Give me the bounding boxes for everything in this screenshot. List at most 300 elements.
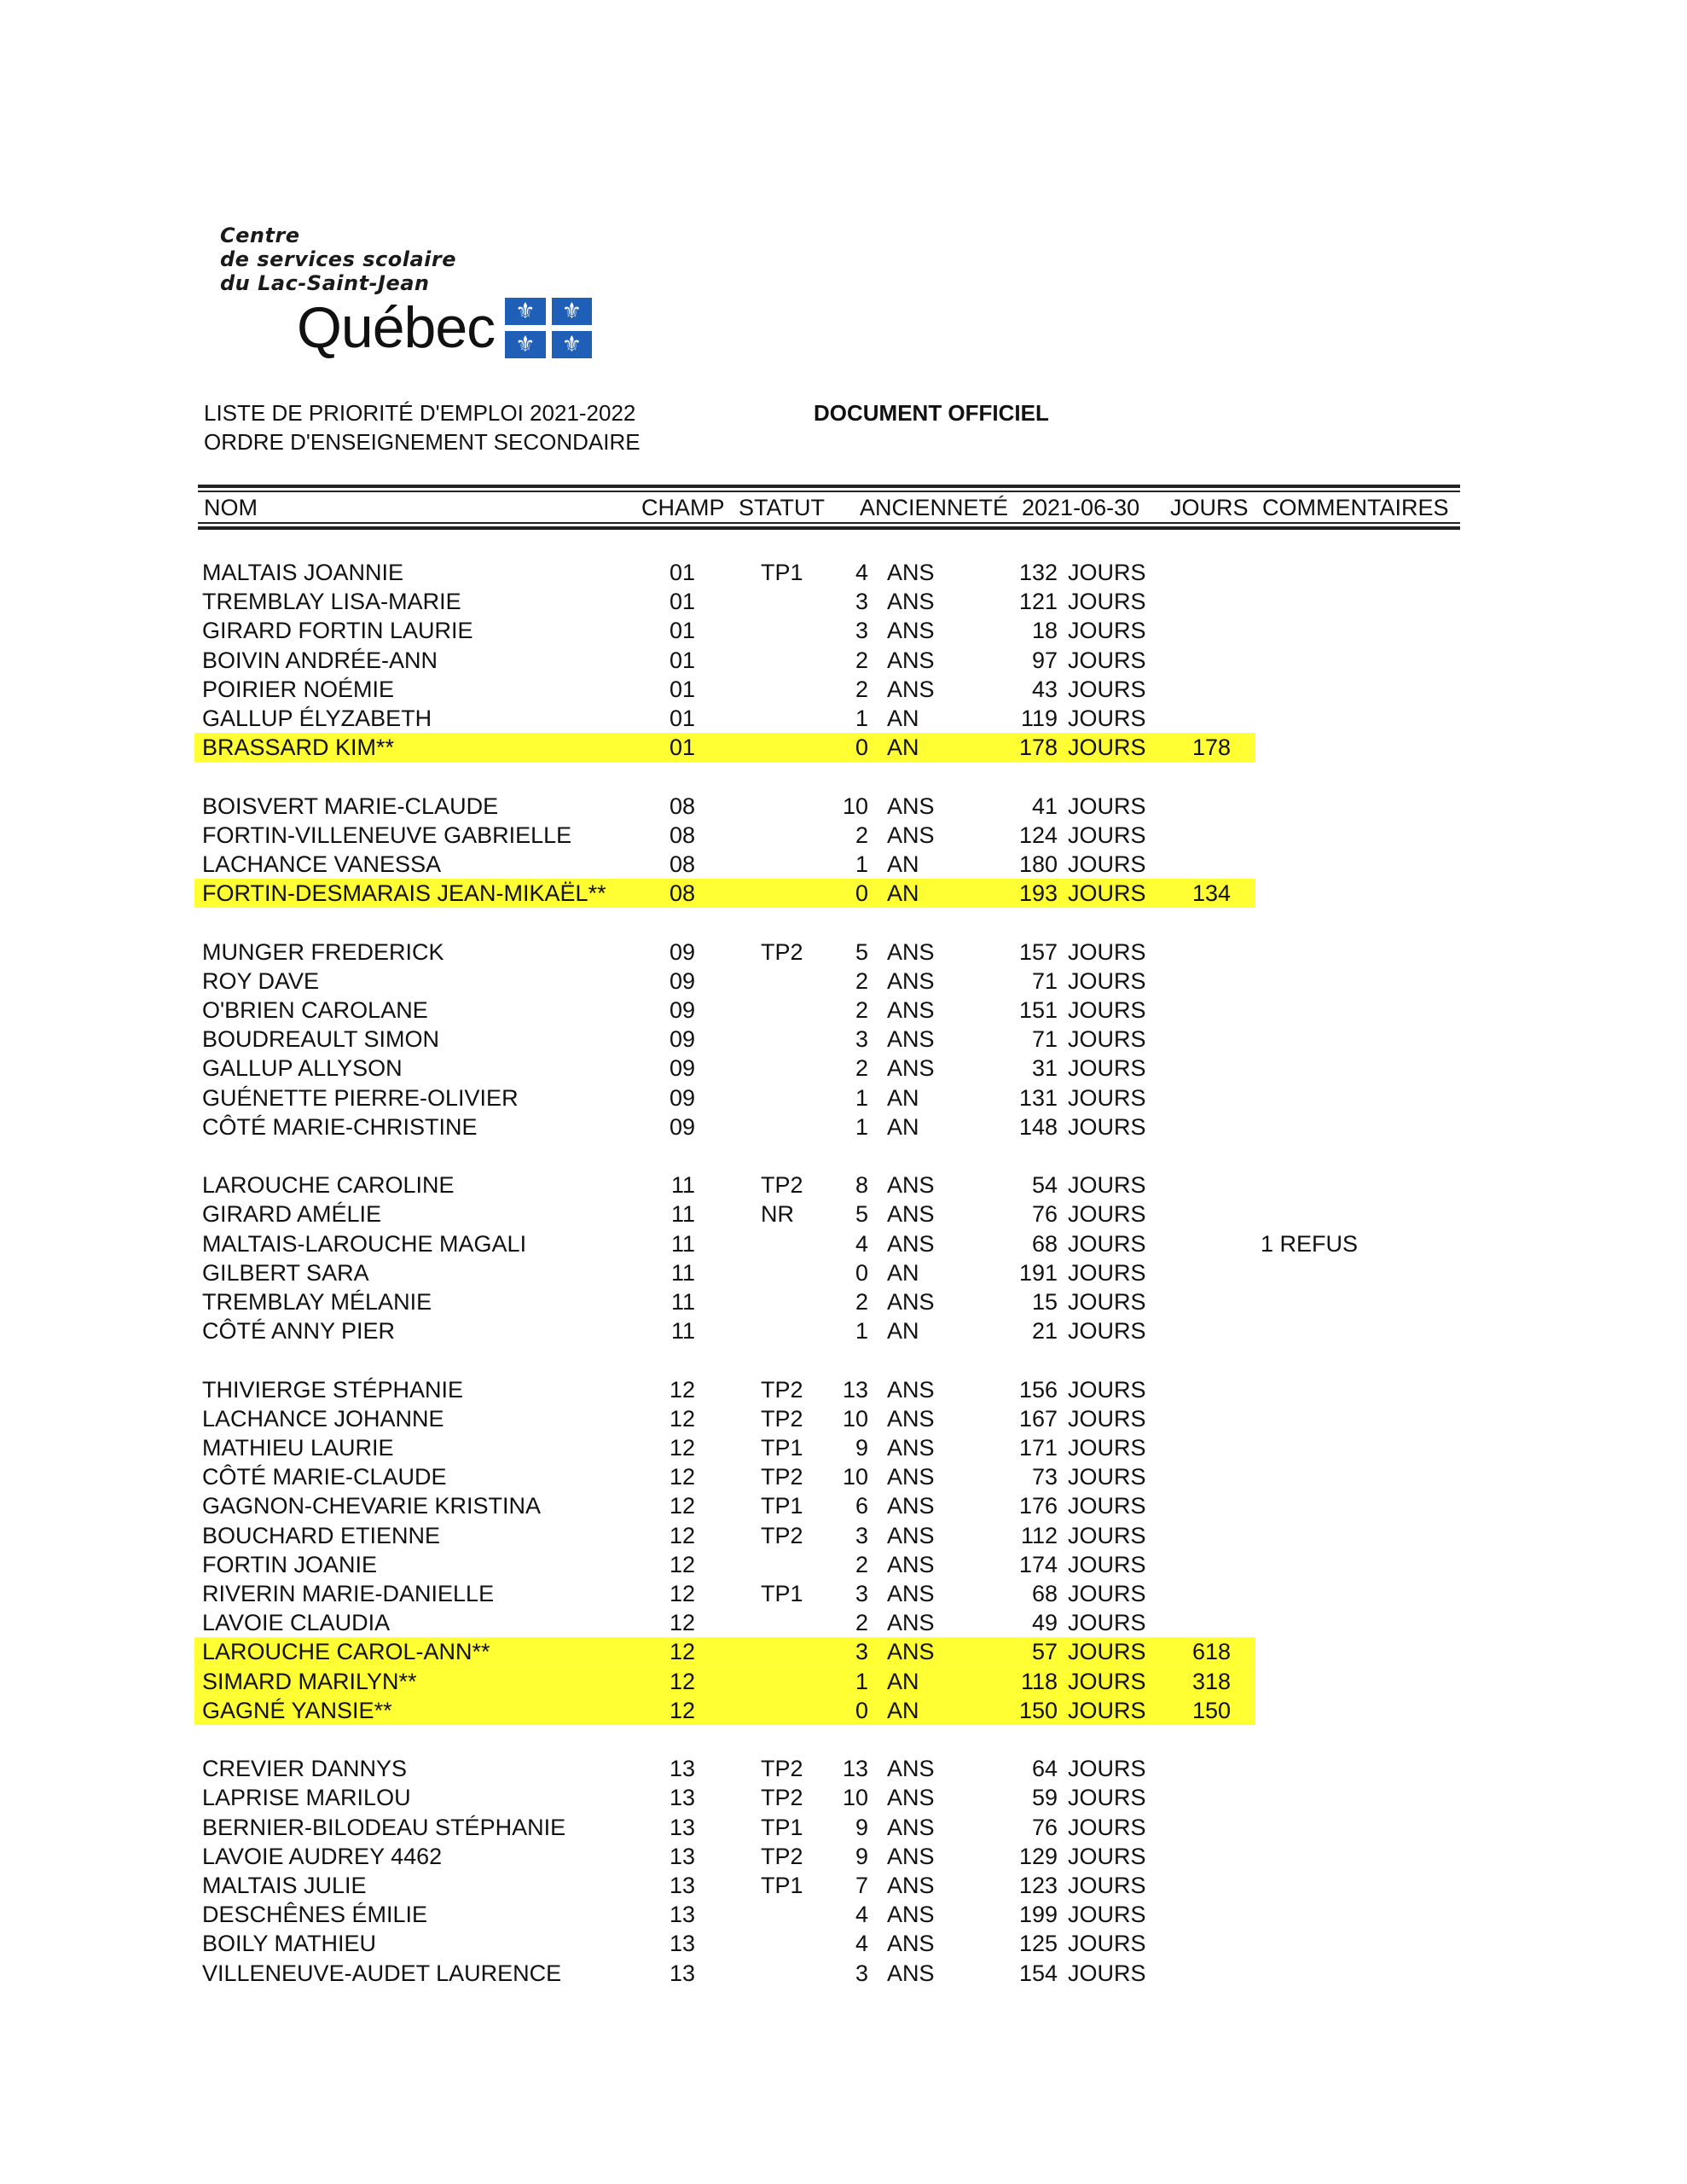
employee-name: LAVOIE AUDREY 4462 [202, 1843, 443, 1869]
seniority-unit: ANS [887, 1814, 935, 1840]
table-row [0, 1258, 1687, 1287]
days-unit: JOURS [1068, 735, 1146, 761]
column-header-jours: JOURS [1170, 495, 1249, 520]
table-row [0, 1404, 1687, 1433]
champ-cell: 12 [669, 1522, 695, 1548]
days-unit: JOURS [1068, 706, 1146, 731]
seniority-unit: ANS [887, 967, 935, 994]
jours-cell: 150 [1192, 1697, 1232, 1723]
seniority-years: 4 [855, 1902, 868, 1928]
seniority-days: 121 [1018, 589, 1058, 615]
quebec-wordmark [297, 293, 592, 362]
champ-cell: 13 [669, 1785, 695, 1811]
seniority-unit: ANS [887, 1172, 935, 1199]
employee-name: BOIVIN ANDRÉE-ANN [202, 647, 438, 673]
seniority-years: 13 [842, 1756, 868, 1782]
seniority-unit: ANS [887, 1522, 935, 1548]
days-unit: JOURS [1068, 822, 1146, 848]
champ-cell: 12 [669, 1464, 695, 1490]
employee-name: ROY DAVE [202, 967, 320, 994]
employee-name: GIRARD AMÉLIE [202, 1201, 382, 1228]
employee-name: VILLENEUVE-AUDET LAURENCE [202, 1960, 562, 1986]
seniority-days: 176 [1018, 1493, 1058, 1519]
official-label: DOCUMENT OFFICIEL [814, 400, 1049, 426]
column-header-nom: NOM [204, 495, 258, 520]
employee-name: BOUDREAULT SIMON [202, 1026, 440, 1053]
employee-name: RIVERIN MARIE-DANIELLE [202, 1581, 495, 1606]
seniority-unit: ANS [887, 1873, 935, 1898]
seniority-days: 171 [1018, 1435, 1058, 1461]
days-unit: JOURS [1068, 1172, 1146, 1199]
seniority-years: 0 [855, 1259, 868, 1286]
days-unit: JOURS [1068, 1055, 1146, 1082]
table-row [0, 1462, 1687, 1491]
seniority-unit: ANS [887, 1289, 935, 1315]
seniority-years: 9 [855, 1814, 868, 1840]
header-rule-bottom-thin [198, 522, 1460, 524]
days-unit: JOURS [1068, 1376, 1146, 1403]
days-unit: JOURS [1068, 1902, 1146, 1928]
seniority-unit: ANS [887, 1055, 935, 1082]
table-row [0, 1375, 1687, 1404]
table-row [0, 1900, 1687, 1929]
seniority-days: 199 [1018, 1902, 1058, 1928]
days-unit: JOURS [1068, 589, 1146, 615]
seniority-days: 132 [1018, 560, 1058, 585]
seniority-unit: ANS [887, 1581, 935, 1606]
table-row [0, 792, 1687, 821]
statut-cell: TP2 [761, 1756, 803, 1782]
table-row [0, 1550, 1687, 1579]
days-unit: JOURS [1068, 1581, 1146, 1606]
seniority-days: 167 [1018, 1405, 1058, 1432]
days-unit: JOURS [1068, 1464, 1146, 1490]
statut-cell: TP1 [761, 1814, 803, 1840]
seniority-years: 1 [855, 851, 868, 877]
days-unit: JOURS [1068, 1084, 1146, 1111]
champ-cell: 13 [669, 1960, 695, 1986]
employee-name: MALTAIS JOANNIE [202, 560, 404, 585]
days-unit: JOURS [1068, 1026, 1146, 1053]
document-title: LISTE DE PRIORITÉ D'EMPLOI 2021-2022 [204, 400, 636, 426]
column-header-statut: STATUT [739, 495, 825, 520]
seniority-days: 124 [1018, 822, 1058, 848]
logo-line-1: Centre [220, 224, 300, 247]
seniority-years: 1 [855, 706, 868, 731]
seniority-years: 3 [855, 618, 868, 644]
seniority-years: 2 [855, 647, 868, 673]
champ-cell: 11 [670, 1172, 695, 1199]
seniority-unit: ANS [887, 1610, 935, 1636]
seniority-days: 54 [1031, 1172, 1058, 1199]
statut-cell: TP1 [761, 1493, 803, 1519]
table-row [0, 1083, 1687, 1112]
seniority-years: 2 [855, 822, 868, 848]
seniority-days: 151 [1018, 997, 1058, 1023]
seniority-days: 191 [1018, 1259, 1058, 1286]
days-unit: JOURS [1068, 938, 1146, 965]
champ-cell: 08 [669, 880, 695, 907]
days-unit: JOURS [1068, 1931, 1146, 1957]
fleurdelise-flag-icon [505, 298, 592, 357]
seniority-years: 3 [855, 1026, 868, 1053]
employee-name: O'BRIEN CAROLANE [202, 997, 428, 1023]
employee-name: GIRARD FORTIN LAURIE [202, 618, 473, 644]
seniority-days: 119 [1020, 706, 1058, 731]
table-row [0, 1229, 1687, 1258]
champ-cell: 09 [669, 997, 695, 1023]
seniority-years: 0 [855, 735, 868, 761]
statut-cell: TP1 [761, 560, 803, 585]
seniority-unit: ANS [887, 560, 935, 585]
days-unit: JOURS [1068, 1201, 1146, 1228]
champ-cell: 11 [670, 1230, 695, 1257]
seniority-days: 64 [1031, 1756, 1058, 1782]
champ-cell: 01 [669, 560, 695, 585]
days-unit: JOURS [1068, 1843, 1146, 1869]
seniority-years: 10 [842, 793, 868, 819]
seniority-years: 2 [855, 676, 868, 702]
days-unit: JOURS [1068, 647, 1146, 673]
seniority-years: 7 [855, 1873, 868, 1898]
champ-cell: 12 [669, 1610, 695, 1636]
seniority-unit: ANS [887, 1931, 935, 1957]
seniority-days: 125 [1018, 1931, 1058, 1957]
table-row [0, 967, 1687, 996]
table-row [0, 1025, 1687, 1054]
seniority-days: 193 [1018, 880, 1058, 907]
seniority-years: 3 [855, 1960, 868, 1986]
seniority-years: 1 [855, 1318, 868, 1345]
seniority-unit: ANS [887, 997, 935, 1023]
employee-name: MALTAIS-LAROUCHE MAGALI [202, 1230, 527, 1257]
jours-cell: 318 [1192, 1668, 1232, 1694]
statut-cell: TP2 [761, 1843, 803, 1869]
seniority-days: 49 [1031, 1610, 1058, 1636]
employee-name: POIRIER NOÉMIE [202, 676, 395, 702]
column-header-date: 2021-06-30 [1022, 495, 1140, 520]
table-row [0, 1316, 1687, 1345]
statut-cell: TP1 [761, 1873, 803, 1898]
table-row [0, 879, 1687, 908]
seniority-years: 2 [855, 1289, 868, 1315]
seniority-unit: ANS [887, 1756, 935, 1782]
champ-cell: 11 [670, 1259, 695, 1286]
champ-cell: 01 [669, 589, 695, 615]
champ-cell: 11 [670, 1201, 695, 1228]
seniority-years: 3 [855, 1639, 868, 1665]
seniority-years: 4 [855, 560, 868, 585]
fleur-de-lis-icon: ⚜ [552, 298, 593, 325]
days-unit: JOURS [1068, 1113, 1146, 1140]
seniority-unit: AN [887, 1113, 919, 1140]
column-header-commentaires: COMMENTAIRES [1262, 495, 1449, 520]
seniority-days: 41 [1031, 793, 1058, 819]
employee-name: TREMBLAY LISA-MARIE [202, 589, 461, 615]
employee-name: GAGNÉ YANSIE** [202, 1697, 392, 1723]
champ-cell: 13 [669, 1843, 695, 1869]
statut-cell: TP1 [761, 1581, 803, 1606]
table-row [0, 1170, 1687, 1199]
champ-cell: 09 [669, 1055, 695, 1082]
employee-name: GILBERT SARA [202, 1259, 369, 1286]
seniority-years: 10 [842, 1405, 868, 1432]
champ-cell: 11 [670, 1318, 695, 1345]
employee-name: TREMBLAY MÉLANIE [202, 1289, 432, 1315]
seniority-days: 180 [1018, 851, 1058, 877]
employee-name: CÔTÉ ANNY PIER [202, 1318, 396, 1345]
column-header-anciennete: ANCIENNETÉ [860, 495, 1009, 520]
seniority-years: 9 [855, 1843, 868, 1869]
seniority-years: 5 [855, 938, 868, 965]
seniority-years: 4 [855, 1931, 868, 1957]
employee-name: FORTIN-VILLENEUVE GABRIELLE [202, 822, 572, 848]
statut-cell: TP2 [761, 938, 803, 965]
days-unit: JOURS [1068, 618, 1146, 644]
champ-cell: 12 [669, 1405, 695, 1432]
table-row [0, 1608, 1687, 1637]
days-unit: JOURS [1068, 851, 1146, 877]
seniority-days: 150 [1018, 1697, 1058, 1723]
days-unit: JOURS [1068, 793, 1146, 819]
table-row [0, 1433, 1687, 1462]
employee-name: BERNIER-BILODEAU STÉPHANIE [202, 1814, 566, 1840]
champ-cell: 09 [669, 938, 695, 965]
employee-name: LAROUCHE CAROL-ANN** [202, 1639, 490, 1665]
seniority-unit: ANS [887, 1405, 935, 1432]
seniority-unit: AN [887, 1697, 919, 1723]
seniority-days: 15 [1031, 1289, 1058, 1315]
statut-cell: NR [761, 1201, 794, 1228]
seniority-unit: ANS [887, 1201, 935, 1228]
champ-cell: 12 [669, 1435, 695, 1461]
table-row [0, 1696, 1687, 1725]
champ-cell: 01 [669, 735, 695, 761]
days-unit: JOURS [1068, 1259, 1146, 1286]
seniority-unit: ANS [887, 822, 935, 848]
seniority-days: 123 [1018, 1873, 1058, 1898]
employee-name: DESCHÊNES ÉMILIE [202, 1902, 428, 1928]
employee-name: LAVOIE CLAUDIA [202, 1610, 391, 1636]
days-unit: JOURS [1068, 1668, 1146, 1694]
header-rule-top-thin [198, 491, 1460, 492]
seniority-years: 1 [855, 1113, 868, 1140]
champ-cell: 08 [669, 793, 695, 819]
days-unit: JOURS [1068, 1551, 1146, 1577]
seniority-days: 68 [1031, 1230, 1058, 1257]
seniority-years: 4 [855, 1230, 868, 1257]
champ-cell: 12 [669, 1493, 695, 1519]
champ-cell: 12 [669, 1668, 695, 1694]
seniority-unit: ANS [887, 1551, 935, 1577]
days-unit: JOURS [1068, 1639, 1146, 1665]
seniority-unit: AN [887, 880, 919, 907]
seniority-years: 2 [855, 1551, 868, 1577]
seniority-days: 31 [1031, 1055, 1058, 1082]
employee-name: GAGNON-CHEVARIE KRISTINA [202, 1493, 542, 1519]
table-row [0, 1667, 1687, 1696]
seniority-unit: ANS [887, 1902, 935, 1928]
employee-name: GUÉNETTE PIERRE-OLIVIER [202, 1084, 519, 1111]
employee-name: GALLUP ÉLYZABETH [202, 706, 432, 731]
seniority-days: 71 [1031, 1026, 1058, 1053]
seniority-years: 2 [855, 967, 868, 994]
table-row [0, 938, 1687, 967]
seniority-years: 10 [842, 1785, 868, 1811]
seniority-unit: ANS [887, 1026, 935, 1053]
table-row [0, 821, 1687, 850]
table-row [0, 704, 1687, 733]
employee-name: BOISVERT MARIE-CLAUDE [202, 793, 499, 819]
seniority-unit: ANS [887, 1843, 935, 1869]
employee-name: THIVIERGE STÉPHANIE [202, 1376, 464, 1403]
seniority-years: 2 [855, 997, 868, 1023]
champ-cell: 13 [669, 1756, 695, 1782]
seniority-years: 0 [855, 880, 868, 907]
seniority-unit: ANS [887, 1435, 935, 1461]
days-unit: JOURS [1068, 1960, 1146, 1986]
champ-cell: 12 [669, 1376, 695, 1403]
champ-cell: 12 [669, 1551, 695, 1577]
seniority-unit: ANS [887, 1785, 935, 1811]
days-unit: JOURS [1068, 880, 1146, 907]
table-row [0, 675, 1687, 704]
header-rule-bottom [198, 526, 1460, 530]
seniority-days: 157 [1018, 938, 1058, 965]
seniority-days: 178 [1018, 735, 1058, 761]
table-row [0, 1287, 1687, 1316]
days-unit: JOURS [1068, 967, 1146, 994]
days-unit: JOURS [1068, 1405, 1146, 1432]
days-unit: JOURS [1068, 1697, 1146, 1723]
seniority-days: 21 [1031, 1318, 1058, 1345]
seniority-unit: ANS [887, 938, 935, 965]
seniority-days: 129 [1018, 1843, 1058, 1869]
table-row [0, 1199, 1687, 1228]
employee-name: LACHANCE VANESSA [202, 851, 442, 877]
seniority-unit: ANS [887, 1960, 935, 1986]
seniority-unit: ANS [887, 1493, 935, 1519]
employee-name: CREVIER DANNYS [202, 1756, 408, 1782]
seniority-days: 76 [1031, 1814, 1058, 1840]
champ-cell: 13 [669, 1902, 695, 1928]
table-row [0, 1112, 1687, 1141]
statut-cell: TP1 [761, 1435, 803, 1461]
statut-cell: TP2 [761, 1522, 803, 1548]
champ-cell: 01 [669, 647, 695, 673]
seniority-days: 131 [1018, 1084, 1058, 1111]
champ-cell: 08 [669, 851, 695, 877]
seniority-years: 3 [855, 589, 868, 615]
seniority-unit: ANS [887, 647, 935, 673]
employee-name: BOILY MATHIEU [202, 1931, 377, 1957]
seniority-days: 97 [1031, 647, 1058, 673]
champ-cell: 13 [669, 1814, 695, 1840]
seniority-unit: ANS [887, 676, 935, 702]
seniority-years: 6 [855, 1493, 868, 1519]
days-unit: JOURS [1068, 1289, 1146, 1315]
table-row [0, 1491, 1687, 1520]
days-unit: JOURS [1068, 1814, 1146, 1840]
seniority-days: 118 [1020, 1668, 1058, 1694]
seniority-years: 13 [842, 1376, 868, 1403]
table-row [0, 996, 1687, 1025]
seniority-unit: AN [887, 735, 919, 761]
table-row [0, 850, 1687, 879]
table-row [0, 1054, 1687, 1083]
champ-cell: 12 [669, 1697, 695, 1723]
seniority-days: 148 [1018, 1113, 1058, 1140]
quebec-word: Québec [297, 295, 496, 360]
table-row [0, 1842, 1687, 1871]
employee-name: CÔTÉ MARIE-CLAUDE [202, 1464, 447, 1490]
seniority-days: 73 [1031, 1464, 1058, 1490]
employee-name: BOUCHARD ETIENNE [202, 1522, 441, 1548]
logo-line-2: de services scolaire [220, 247, 456, 271]
table-row [0, 616, 1687, 645]
seniority-days: 76 [1031, 1201, 1058, 1228]
seniority-days: 57 [1031, 1639, 1058, 1665]
seniority-years: 1 [855, 1084, 868, 1111]
table-row [0, 1579, 1687, 1608]
employee-name: MALTAIS JULIE [202, 1873, 367, 1898]
seniority-unit: ANS [887, 1639, 935, 1665]
seniority-unit: ANS [887, 589, 935, 615]
seniority-unit: AN [887, 1259, 919, 1286]
days-unit: JOURS [1068, 1873, 1146, 1898]
employee-name: MATHIEU LAURIE [202, 1435, 394, 1461]
seniority-days: 71 [1031, 967, 1058, 994]
seniority-years: 3 [855, 1522, 868, 1548]
days-unit: JOURS [1068, 1785, 1146, 1811]
days-unit: JOURS [1068, 1493, 1146, 1519]
table-row [0, 1929, 1687, 1958]
days-unit: JOURS [1068, 676, 1146, 702]
employee-name: FORTIN JOANIE [202, 1551, 378, 1577]
champ-cell: 09 [669, 1084, 695, 1111]
champ-cell: 13 [669, 1873, 695, 1898]
seniority-unit: ANS [887, 793, 935, 819]
fleur-de-lis-icon: ⚜ [552, 331, 593, 358]
table-row [0, 646, 1687, 675]
days-unit: JOURS [1068, 1522, 1146, 1548]
seniority-days: 156 [1018, 1376, 1058, 1403]
organization-logo [220, 224, 456, 295]
employee-name: FORTIN-DESMARAIS JEAN-MIKAËL** [202, 880, 606, 907]
seniority-unit: AN [887, 706, 919, 731]
champ-cell: 01 [669, 706, 695, 731]
statut-cell: TP2 [761, 1464, 803, 1490]
champ-cell: 08 [669, 822, 695, 848]
table-row [0, 733, 1687, 762]
seniority-unit: ANS [887, 618, 935, 644]
seniority-years: 8 [855, 1172, 868, 1199]
champ-cell: 01 [669, 618, 695, 644]
employee-name: GALLUP ALLYSON [202, 1055, 403, 1082]
days-unit: JOURS [1068, 1435, 1146, 1461]
days-unit: JOURS [1068, 1230, 1146, 1257]
statut-cell: TP2 [761, 1172, 803, 1199]
fleur-de-lis-icon: ⚜ [505, 298, 546, 325]
statut-cell: TP2 [761, 1785, 803, 1811]
column-header-champ: CHAMP [641, 495, 725, 520]
champ-cell: 09 [669, 1026, 695, 1053]
days-unit: JOURS [1068, 1756, 1146, 1782]
fleur-de-lis-icon: ⚜ [505, 331, 546, 358]
employee-name: CÔTÉ MARIE-CHRISTINE [202, 1113, 478, 1140]
jours-cell: 134 [1192, 880, 1232, 907]
seniority-years: 2 [855, 1610, 868, 1636]
